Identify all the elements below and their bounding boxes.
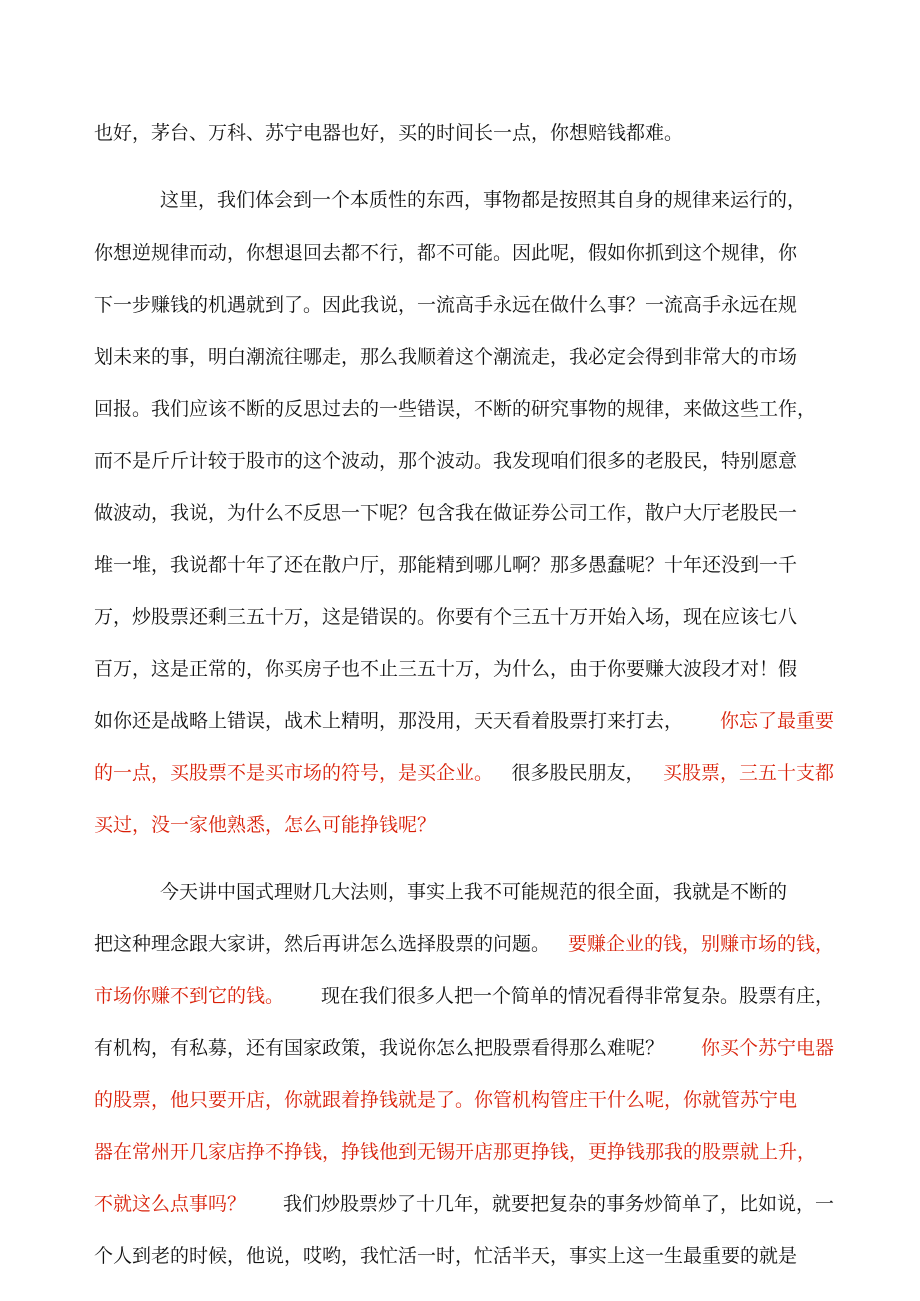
paragraph-line [160, 877, 834, 907]
paragraph-line [94, 1241, 834, 1271]
highlighted-text: 的股票，他只要开店，你就跟着挣钱就是了。你管机构管庄干什么呢，你就管苏宁电 [94, 1089, 798, 1111]
text-segment: 如你还是战略上错误，战术上精明，那没用，天天看着股票打来打去， [94, 710, 684, 732]
paragraph-line [94, 550, 834, 580]
paragraph-line [94, 1137, 834, 1167]
paragraph-line [94, 118, 834, 148]
paragraph-line [94, 342, 834, 372]
highlighted-text: 买过，没一家他熟悉，怎么可能挣钱呢？ [94, 814, 437, 836]
text-segment: 回报。我们应该不断的反思过去的一些错误，不断的研究事物的规律，来做这些工作， [94, 398, 817, 420]
paragraph-line [94, 1085, 834, 1115]
text-segment: 把这种理念跟大家讲，然后再讲怎么选择股票的问题。 [94, 933, 551, 955]
paragraph-line [94, 758, 834, 788]
paragraph-line [94, 1189, 834, 1219]
paragraph-line [94, 290, 834, 320]
highlighted-text: 买股票，三五十支都 [662, 762, 834, 784]
highlighted-text: 的一点，买股票不是买市场的符号，是买企业。 [94, 762, 494, 784]
paragraph-line [94, 498, 834, 528]
paragraph-line [94, 394, 834, 424]
text-segment: 你想逆规律而动，你想退回去都不行，都不可能。因此呢，假如你抓到这个规律，你 [94, 242, 798, 264]
text-segment: 今天讲中国式理财几大法则，事实上我不可能规范的很全面，我就是不断的 [160, 881, 788, 903]
paragraph-line [160, 185, 834, 215]
text-segment: 现在我们很多人把一个简单的情况看得非常复杂。股票有庄， [320, 985, 834, 1007]
highlighted-text: 你忘了最重要 [719, 710, 834, 732]
text-segment: 有机构，有私募，还有国家政策，我说你怎么把股票看得那么难呢？ [94, 1037, 665, 1059]
highlighted-text: 你买个苏宁电器 [700, 1037, 834, 1059]
text-segment: 划未来的事，明白潮流往哪走，那么我顺着这个潮流走，我必定会得到非常大的市场 [94, 346, 798, 368]
paragraph-line [94, 810, 834, 840]
text-segment: 下一步赚钱的机遇就到了。因此我说，一流高手永远在做什么事？一流高手永远在规 [94, 294, 798, 316]
paragraph-line [94, 654, 834, 684]
text-segment: 堆一堆，我说都十年了还在散户厅，那能精到哪儿啊？那多愚蠢呢？十年还没到一千 [94, 554, 798, 576]
text-segment: 而不是斤斤计较于股市的这个波动，那个波动。我发现咱们很多的老股民，特别愿意 [94, 450, 798, 472]
text-segment: 万，炒股票还剩三五十万，这是错误的。你要有个三五十万开始入场，现在应该七八 [94, 606, 798, 628]
highlighted-text: 要赚企业的钱，别赚市场的钱， [567, 933, 834, 955]
text-segment: 这里，我们体会到一个本质性的东西，事物都是按照其自身的规律来运行的， [160, 189, 807, 211]
paragraph-line [94, 706, 834, 736]
highlighted-text: 市场你赚不到它的钱。 [94, 985, 285, 1007]
paragraph-line [94, 446, 834, 476]
paragraph-line [94, 602, 834, 632]
paragraph-line [94, 981, 834, 1011]
highlighted-text: 不就这么点事吗？ [94, 1193, 247, 1215]
text-segment: 做波动，我说，为什么不反思一下呢？包含我在做证券公司工作，散户大厅老股民一 [94, 502, 798, 524]
highlighted-text: 器在常州开几家店挣不挣钱，挣钱他到无锡开店那更挣钱，更挣钱那我的股票就上升， [94, 1141, 817, 1163]
text-segment: 很多股民朋友， [511, 762, 645, 784]
text-segment: 百万，这是正常的，你买房子也不止三五十万，为什么，由于你要赚大波段才对！假 [94, 658, 798, 680]
paragraph-line [94, 929, 834, 959]
paragraph-line [94, 1033, 834, 1063]
paragraph-line [94, 238, 834, 268]
text-segment: 也好，茅台、万科、苏宁电器也好，买的时间长一点，你想赔钱都难。 [94, 122, 684, 144]
text-segment: 个人到老的时候，他说，哎哟，我忙活一时，忙活半天，事实上这一生最重要的就是 [94, 1245, 798, 1267]
text-segment: 我们炒股票炒了十几年，就要把复杂的事务炒简单了，比如说，一 [282, 1193, 834, 1215]
